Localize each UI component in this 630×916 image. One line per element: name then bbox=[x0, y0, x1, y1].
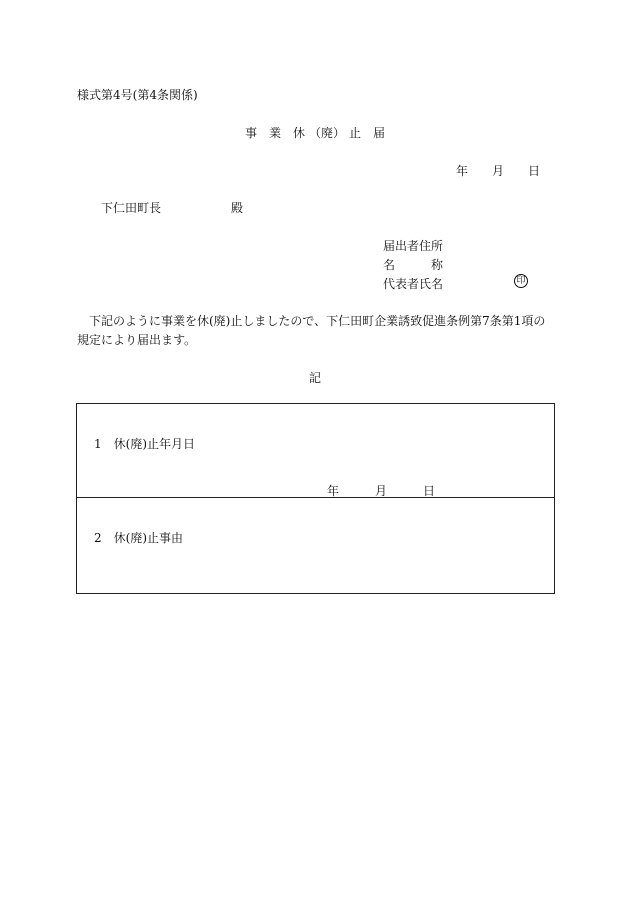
title-char: 届 bbox=[373, 126, 386, 140]
year-label: 年 bbox=[456, 164, 469, 178]
record-table bbox=[76, 403, 555, 594]
month-label: 月 bbox=[492, 164, 505, 178]
title-char: 廃 bbox=[321, 126, 334, 140]
day-label: 日 bbox=[423, 484, 436, 498]
seal-mark: 印 bbox=[514, 274, 528, 288]
table-row-suspension-date bbox=[77, 404, 554, 498]
applicant-name-label: 名 称 bbox=[383, 258, 444, 272]
form-number: 様式第4号(第4条関係) bbox=[77, 88, 198, 102]
ki-heading: 記 bbox=[308, 371, 321, 385]
submission-date bbox=[456, 162, 540, 179]
addressee-honorific: 殿 bbox=[231, 201, 244, 215]
title-char: 休 bbox=[292, 126, 305, 140]
title-char: （ bbox=[308, 126, 321, 140]
addressee-name: 下仁田町長 bbox=[101, 201, 162, 215]
title-char: 止 bbox=[349, 126, 362, 140]
document-title bbox=[0, 124, 630, 141]
year-label: 年 bbox=[327, 484, 340, 498]
day-label: 日 bbox=[528, 164, 541, 178]
suspension-date-label: 1 休(廃)止年月日 bbox=[94, 437, 195, 451]
suspension-date-field bbox=[327, 482, 435, 499]
title-char: 業 bbox=[268, 126, 281, 140]
suspension-reason-label: 2 休(廃)止事由 bbox=[94, 531, 183, 545]
title-char: ） bbox=[333, 126, 346, 140]
month-label: 月 bbox=[375, 484, 388, 498]
title-char: 事 bbox=[244, 126, 257, 140]
table-row-suspension-reason bbox=[77, 498, 554, 594]
applicant-representative-label: 代表者氏名 bbox=[383, 277, 444, 291]
applicant-address-label: 届出者住所 bbox=[383, 239, 444, 253]
body-paragraph: 下記のように事業を休(廃)止しましたので、下仁田町企業誘致促進条例第7条第1項の規定により届出ます。 bbox=[77, 314, 546, 347]
